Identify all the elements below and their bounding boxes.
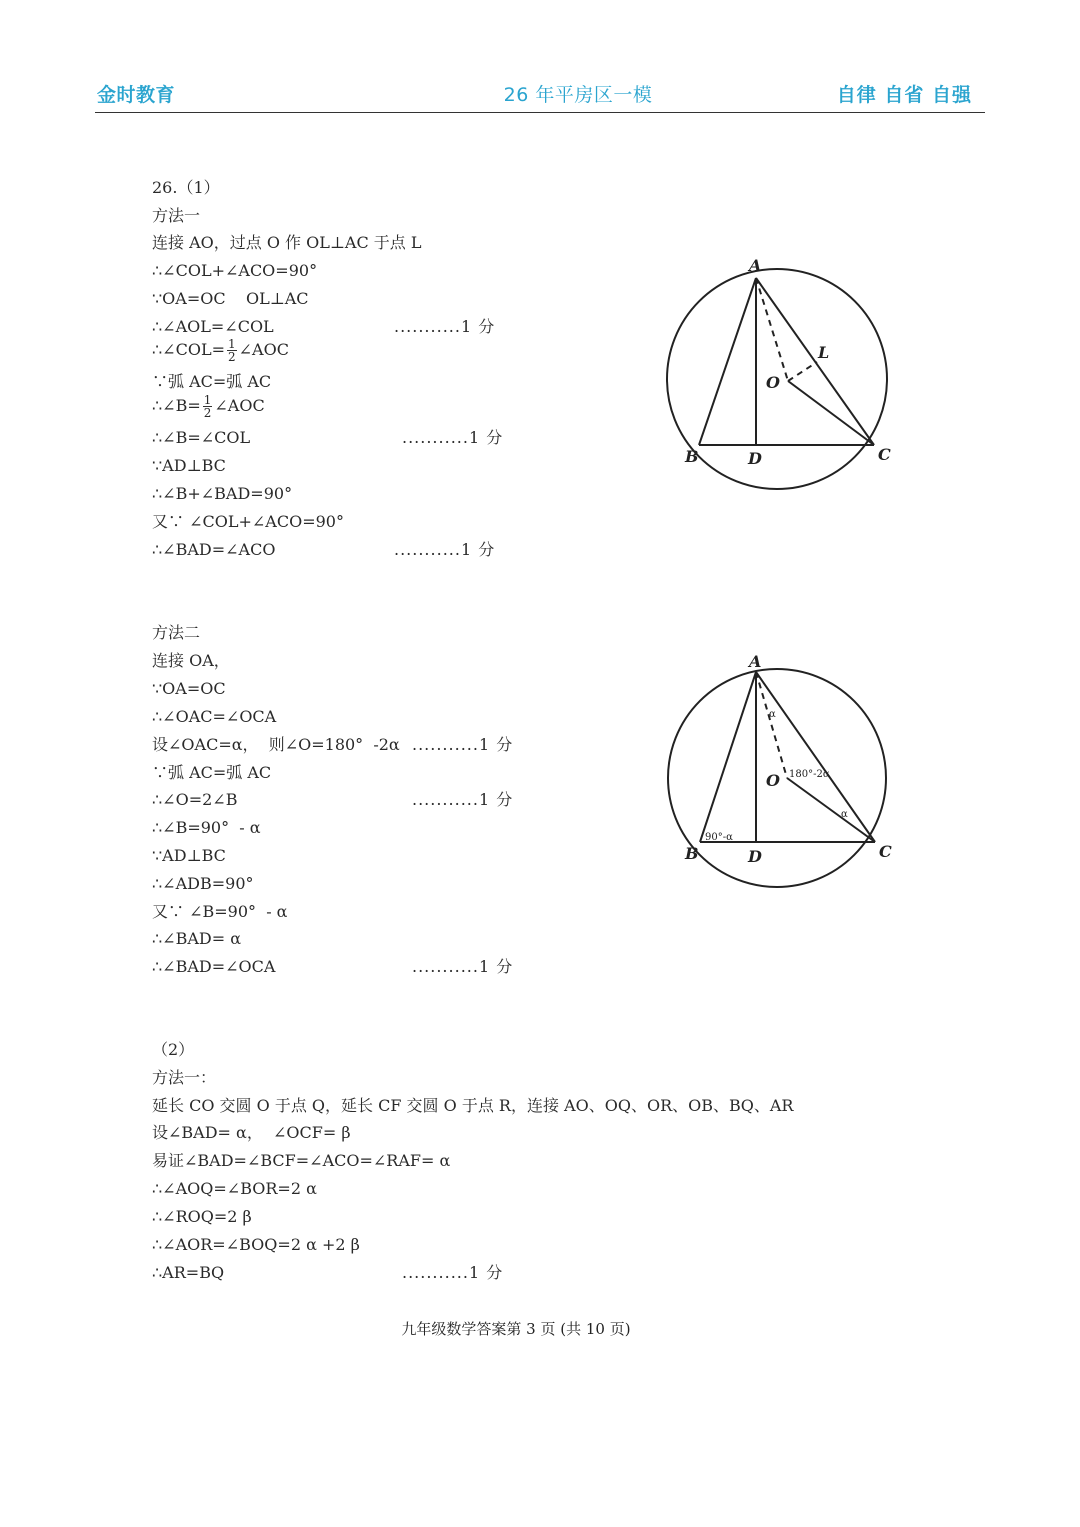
label-c: C	[879, 842, 892, 861]
part2-heading: 方法一：	[152, 1068, 217, 1087]
page-footer: 九年级数学答案第 3 页 (共 10 页)	[401, 1320, 631, 1338]
method1-heading: 方法一	[152, 206, 201, 225]
label-b: B	[685, 447, 699, 466]
label-o: O	[766, 771, 780, 790]
step-line: ∴∠BAD=∠OCA	[152, 957, 276, 976]
step-line: ∴∠B=∠COL	[152, 428, 251, 447]
step-line: ∴∠BAD= α	[152, 929, 242, 948]
step-line: ∴∠ADB=90°	[152, 874, 254, 893]
step-line: ∴∠O=2∠B	[152, 790, 238, 809]
step-line: ∵OA=OC	[152, 679, 226, 698]
step-line: ∴∠B= $\frac{1}{2}$ ∠AOC	[152, 393, 265, 420]
header-divider	[95, 112, 985, 113]
fraction-half: $\frac{1}{2}$	[203, 393, 212, 420]
angle-label-o: 180°-2α	[789, 769, 830, 780]
header-exam-title: 26 年平房区一模	[503, 84, 653, 106]
step-line: ∵AD⊥BC	[152, 456, 226, 475]
angle-label-alpha: α	[769, 709, 776, 720]
label-b: B	[685, 844, 699, 863]
segment-oc	[788, 381, 874, 445]
step-line: ∵弧 AC=弧 AC	[152, 372, 272, 391]
step-line: ∵AD⊥BC	[152, 846, 226, 865]
step-line: ∴∠COL+∠ACO=90°	[152, 261, 318, 280]
label-d: D	[748, 449, 762, 468]
score-mark: ...........1 分	[412, 735, 514, 754]
step-line: ∵OA=OC OL⊥AC	[152, 289, 309, 308]
part2-title: （2）	[152, 1040, 195, 1059]
segment-ol-dashed	[788, 362, 817, 381]
header-motto: 自律 自省 自强	[836, 84, 972, 106]
step-line: ∴∠B+∠BAD=90°	[152, 484, 293, 503]
geometry-figure-method2	[660, 650, 900, 890]
method2-heading: 方法二	[152, 623, 201, 642]
score-mark: ...........1 分	[394, 317, 496, 336]
segment-ab	[700, 672, 756, 842]
label-a: A	[749, 256, 762, 275]
label-c: C	[878, 445, 891, 464]
step-line: ∴∠B=90° - α	[152, 818, 261, 837]
segment-ac	[756, 672, 875, 842]
step-line: 设∠BAD= α， ∠OCF= β	[152, 1123, 351, 1142]
score-mark: ...........1 分	[394, 540, 496, 559]
step-line: ∴∠AOL=∠COL	[152, 317, 274, 336]
header-brand: 金时教育	[97, 84, 176, 106]
step-line: 连接 OA，	[152, 651, 230, 670]
score-mark: ...........1 分	[402, 428, 504, 447]
label-o: O	[766, 373, 780, 392]
step-line: 又∵ ∠B=90° - α	[152, 902, 288, 921]
step-line: ∴∠ROQ=2 β	[152, 1207, 252, 1226]
segment-ab	[699, 278, 756, 445]
angle-label-b: 90°-α	[705, 832, 733, 843]
step-line: 易证∠BAD=∠BCF=∠ACO=∠RAF= α	[152, 1151, 451, 1170]
step-line: ∴∠AOR=∠BOQ=2 α +2 β	[152, 1235, 360, 1254]
step-line: ∵弧 AC=弧 AC	[152, 763, 272, 782]
step-line: 设∠OAC=α， 则∠O=180° -2α	[152, 735, 400, 754]
fraction-half: $\frac{1}{2}$	[227, 337, 236, 364]
step-line: 延长 CO 交圆 O 于点 Q，延长 CF 交圆 O 于点 R，连接 AO、OQ、OR、OB、BQ、AR	[152, 1096, 794, 1115]
step-line: ∴∠AOQ=∠BOR=2 α	[152, 1179, 317, 1198]
score-mark: ...........1 分	[412, 790, 514, 809]
step-line: ∴∠BAD=∠ACO	[152, 540, 276, 559]
step-line: 连接 AO，过点 O 作 OL⊥AC 于点 L	[152, 233, 422, 252]
label-a: A	[749, 652, 762, 671]
step-line: ∴∠COL= $\frac{1}{2}$ ∠AOC	[152, 337, 289, 364]
label-l: L	[818, 343, 830, 362]
step-line: ∴∠OAC=∠OCA	[152, 707, 277, 726]
score-mark: ...........1 分	[402, 1263, 504, 1282]
angle-label-alpha: α	[841, 809, 848, 820]
geometry-figure-method1	[660, 250, 900, 500]
segment-ao-dashed	[756, 278, 788, 381]
segment-ao-dashed	[756, 672, 787, 778]
score-mark: ...........1 分	[412, 957, 514, 976]
label-d: D	[748, 847, 762, 866]
step-line: ∴AR=BQ	[152, 1263, 225, 1282]
question-title: 26.（1）	[152, 178, 220, 197]
step-line: 又∵ ∠COL+∠ACO=90°	[152, 512, 344, 531]
segment-oc	[787, 778, 875, 842]
